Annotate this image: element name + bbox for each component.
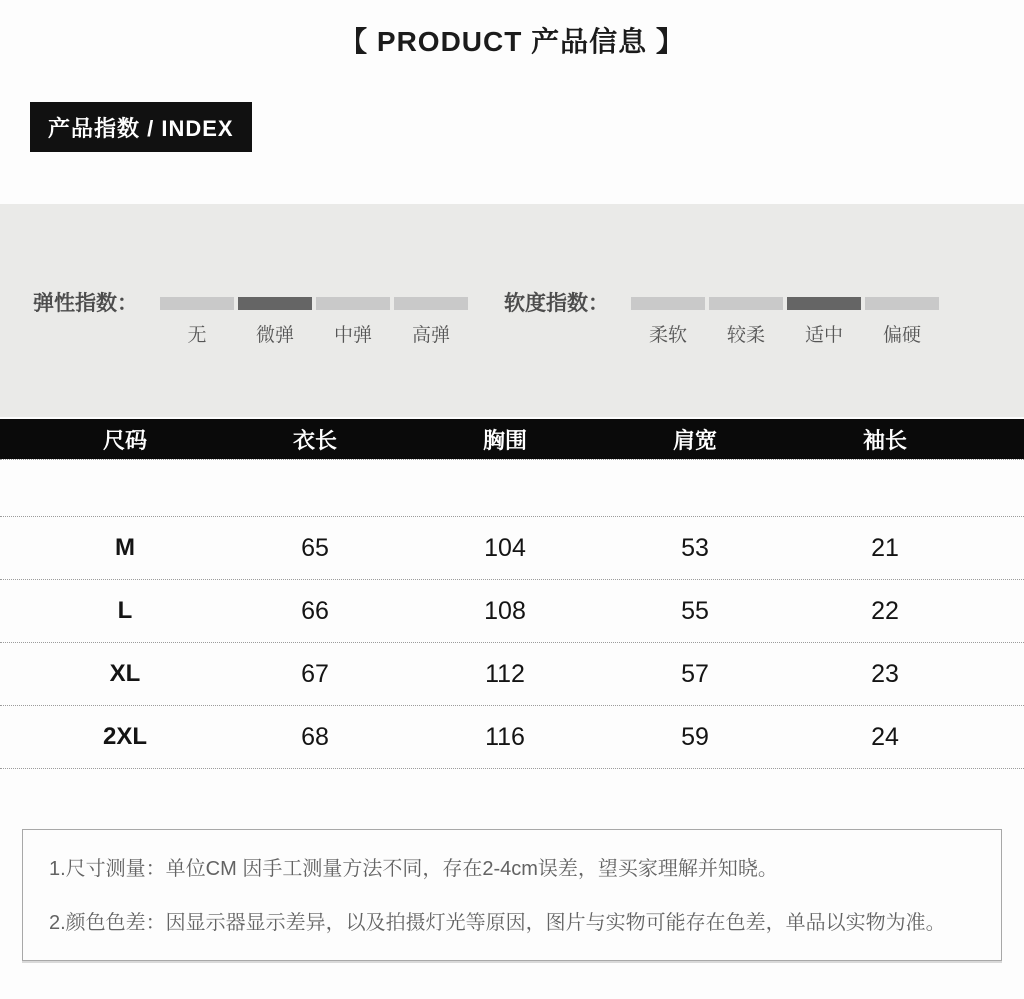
measurement-cell: 116 — [485, 722, 525, 751]
page-title: 【 PRODUCT 产品信息 】 — [339, 26, 685, 57]
product-index-badge: 产品指数 / INDEX — [30, 102, 252, 152]
size-table-spacer-row — [0, 459, 1024, 517]
measurement-cell: 66 — [301, 596, 329, 625]
badge-row — [30, 102, 1024, 152]
index-bar — [316, 297, 390, 310]
softness-index-label: 软度指数： — [504, 291, 609, 315]
index-step — [392, 297, 470, 347]
measurement-cell: 104 — [484, 533, 526, 562]
table-row — [0, 706, 1024, 769]
elasticity-index-label: 弹性指数： — [33, 291, 138, 315]
index-bar — [394, 297, 468, 310]
size-cell: L — [117, 597, 133, 624]
measurement-cell: 67 — [301, 659, 329, 688]
note-line: 2.颜色色差：因显示器显示差异，以及拍摄灯光等原因，图片与实物可能存在色差，单品以实物为准。 — [49, 912, 946, 934]
index-step-label: 较柔 — [726, 324, 765, 346]
index-step-label: 微弹 — [255, 324, 294, 346]
index-step-label: 无 — [187, 324, 207, 346]
measurement-cell: 55 — [681, 596, 709, 625]
column-header: 胸围 — [482, 427, 527, 453]
measurement-cell: 68 — [301, 722, 329, 751]
index-step-label: 柔软 — [648, 324, 687, 346]
index-step — [629, 297, 707, 347]
index-step — [314, 297, 392, 347]
table-row — [0, 643, 1024, 706]
size-table-body — [0, 517, 1024, 769]
index-panel — [0, 204, 1024, 417]
index-step — [863, 297, 941, 347]
column-header: 尺码 — [102, 427, 147, 453]
index-step-label: 偏硬 — [882, 324, 921, 346]
index-step-label: 中弹 — [333, 324, 372, 346]
column-header: 肩宽 — [672, 427, 717, 453]
index-bar-selected — [787, 297, 861, 310]
index-step — [158, 297, 236, 347]
index-bar — [160, 297, 234, 310]
index-bar — [709, 297, 783, 310]
measurement-cell: 53 — [681, 533, 709, 562]
index-step — [785, 297, 863, 347]
column-header: 袖长 — [862, 427, 907, 453]
elasticity-index-scale — [158, 297, 470, 347]
measurement-cell: 24 — [871, 722, 899, 751]
index-bar — [865, 297, 939, 310]
table-row — [0, 517, 1024, 580]
index-step — [707, 297, 785, 347]
measurement-cell: 57 — [681, 659, 709, 688]
size-cell: XL — [109, 660, 141, 687]
softness-index-scale — [629, 297, 941, 347]
note-line: 1.尺寸测量：单位CM 因手工测量方法不同，存在2-4cm误差，望买家理解并知晓。 — [49, 858, 778, 880]
measurement-cell: 23 — [871, 659, 899, 688]
index-step — [236, 297, 314, 347]
index-step-label: 高弹 — [411, 324, 450, 346]
measurement-cell: 108 — [484, 596, 526, 625]
elasticity-index-group — [33, 291, 470, 347]
measurement-cell: 22 — [871, 596, 899, 625]
size-cell: 2XL — [102, 723, 147, 750]
size-table-header — [0, 419, 1024, 459]
measurement-cell: 112 — [485, 659, 525, 688]
softness-index-group — [504, 291, 941, 347]
index-step-label: 适中 — [804, 324, 843, 346]
notes-box — [22, 829, 1002, 961]
measurement-cell: 21 — [871, 533, 899, 562]
index-bar-selected — [238, 297, 312, 310]
table-row — [0, 580, 1024, 643]
measurement-cell: 65 — [301, 533, 329, 562]
size-cell: M — [115, 534, 135, 561]
measurement-cell: 59 — [681, 722, 709, 751]
column-header: 衣长 — [292, 427, 337, 453]
index-bar — [631, 297, 705, 310]
